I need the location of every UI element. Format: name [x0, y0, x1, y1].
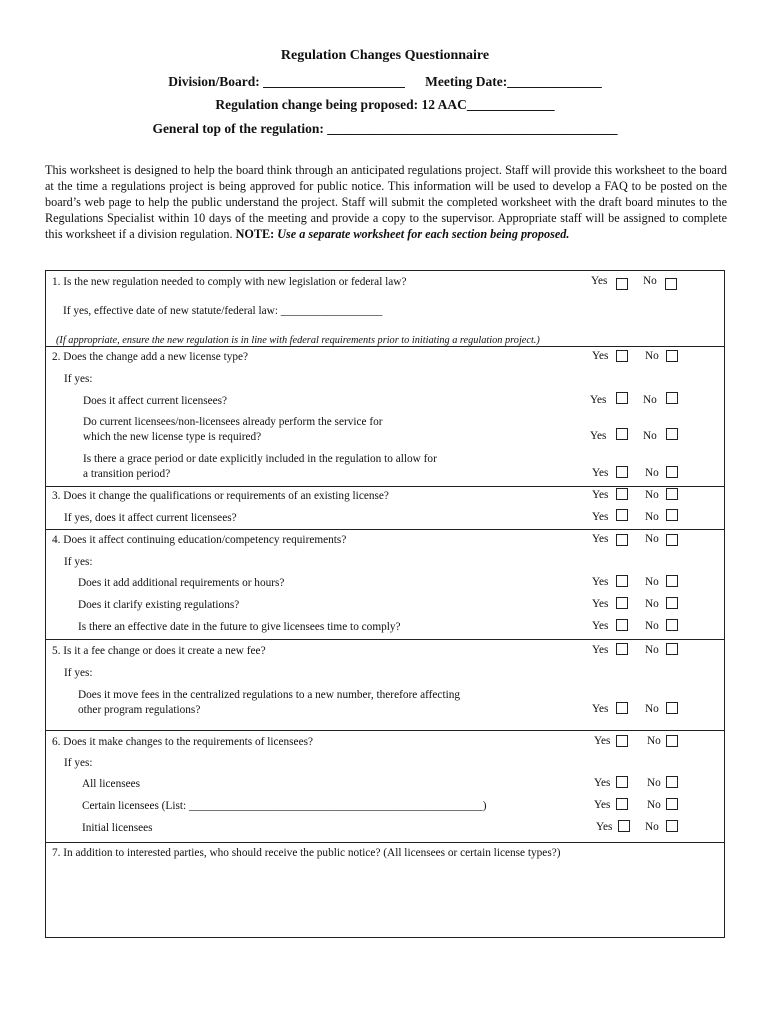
- q4-yes-checkbox[interactable]: [616, 534, 628, 546]
- yes-label: Yes: [590, 394, 607, 406]
- yes-label: Yes: [596, 821, 613, 833]
- row-divider: [45, 346, 725, 347]
- q4-no-checkbox[interactable]: [666, 534, 678, 546]
- question-6: 6. Does it make changes to the requirements of licensees?: [52, 736, 313, 748]
- yes-label: Yes: [592, 533, 609, 545]
- if-yes-label: If yes:: [64, 373, 93, 385]
- q2-yes-checkbox[interactable]: [616, 350, 628, 362]
- q3sub-no-checkbox[interactable]: [666, 509, 678, 521]
- no-label: No: [645, 703, 659, 715]
- question-6b[interactable]: Certain licensees (List: ____________________________________________________): [82, 800, 487, 812]
- question-6a: All licensees: [82, 778, 141, 790]
- question-5a-line2: other program regulations?: [78, 704, 201, 716]
- q4c-yes-checkbox[interactable]: [616, 619, 628, 631]
- q7-answer-area[interactable]: [50, 864, 720, 934]
- page-title: Regulation Changes Questionnaire: [280, 48, 490, 63]
- question-5a-line1: Does it move fees in the centralized regulations to a new number, therefore affecting: [78, 689, 461, 701]
- q3-yes-checkbox[interactable]: [616, 488, 628, 500]
- no-label: No: [645, 533, 659, 545]
- question-7: 7. In addition to interested parties, who should receive the public notice? (All licensees or certain license types?): [52, 847, 561, 859]
- yes-label: Yes: [594, 777, 611, 789]
- question-1: 1. Is the new regulation needed to comply with new legislation or federal law?: [52, 276, 407, 288]
- q4a-yes-checkbox[interactable]: [616, 575, 628, 587]
- q4b-yes-checkbox[interactable]: [616, 597, 628, 609]
- q1-note: (If appropriate, ensure the new regulation is in line with federal requirements prior to initiating a regulation project.): [56, 335, 540, 346]
- no-label: No: [643, 275, 657, 287]
- q2c-no-checkbox[interactable]: [666, 466, 678, 478]
- yes-label: Yes: [594, 735, 611, 747]
- q6a-no-checkbox[interactable]: [666, 776, 678, 788]
- question-2a: Does it affect current licensees?: [83, 395, 228, 407]
- yes-label: Yes: [594, 799, 611, 811]
- no-label: No: [645, 598, 659, 610]
- q3-no-checkbox[interactable]: [666, 488, 678, 500]
- note-text: Use a separate worksheet for each section being proposed.: [277, 227, 570, 241]
- q6b-no-checkbox[interactable]: [666, 798, 678, 810]
- question-2: 2. Does the change add a new license type?: [52, 351, 249, 363]
- question-4: 4. Does it affect continuing education/competency requirements?: [52, 534, 347, 546]
- question-4b: Does it clarify existing regulations?: [78, 599, 240, 611]
- no-label: No: [645, 467, 659, 479]
- no-label: No: [643, 394, 657, 406]
- q6c-no-checkbox[interactable]: [666, 820, 678, 832]
- row-divider: [45, 842, 725, 843]
- question-3-sub: If yes, does it affect current licensees?: [64, 512, 237, 524]
- general-topic-line[interactable]: General top of the regulation: ___________________________________________: [152, 121, 618, 136]
- q6a-yes-checkbox[interactable]: [616, 776, 628, 788]
- yes-label: Yes: [592, 644, 609, 656]
- q6b-yes-checkbox[interactable]: [616, 798, 628, 810]
- row-divider: [45, 639, 725, 640]
- q6-no-checkbox[interactable]: [666, 735, 678, 747]
- yes-label: Yes: [592, 350, 609, 362]
- q6c-yes-checkbox[interactable]: [618, 820, 630, 832]
- question-4c: Is there an effective date in the future to give licensees time to comply?: [78, 621, 401, 633]
- yes-label: Yes: [592, 511, 609, 523]
- row-divider: [45, 486, 725, 487]
- no-label: No: [645, 350, 659, 362]
- q1-no-checkbox[interactable]: [665, 278, 677, 290]
- if-yes-label: If yes:: [64, 667, 93, 679]
- yes-label: Yes: [592, 467, 609, 479]
- yes-label: Yes: [592, 598, 609, 610]
- q4a-no-checkbox[interactable]: [666, 575, 678, 587]
- q2b-yes-checkbox[interactable]: [616, 428, 628, 440]
- q4b-no-checkbox[interactable]: [666, 597, 678, 609]
- question-2c-line1: Is there a grace period or date explicitly included in the regulation to allow for: [83, 453, 437, 465]
- intro-text: This worksheet is designed to help the board think through an anticipated regulations project. Staff will provide this worksheet to the board at the time a regulations project is being approved for public notice. This information will be used to develop a FAQ to be posted on the board’s web page to help the public understand the project. Staff will submit the completed worksheet with the draft board minutes to the Regulations Specialist within 10 days of the meeting and provide a copy to the supervisor. Appropriate staff will be assigned to complete this worksheet if a division regulation.: [45, 163, 727, 241]
- q2a-no-checkbox[interactable]: [666, 392, 678, 404]
- yes-label: Yes: [592, 489, 609, 501]
- no-label: No: [645, 511, 659, 523]
- q4c-no-checkbox[interactable]: [666, 619, 678, 631]
- q2a-yes-checkbox[interactable]: [616, 392, 628, 404]
- if-yes-label: If yes:: [64, 757, 93, 769]
- no-label: No: [645, 489, 659, 501]
- q2b-no-checkbox[interactable]: [666, 428, 678, 440]
- no-label: No: [645, 644, 659, 656]
- question-2b-line1: Do current licensees/non-licensees already perform the service for: [83, 416, 383, 428]
- row-divider: [45, 730, 725, 731]
- q5-yes-checkbox[interactable]: [616, 643, 628, 655]
- row-divider: [45, 529, 725, 530]
- question-2c-line2: a transition period?: [83, 468, 171, 480]
- question-4a: Does it add additional requirements or hours?: [78, 577, 285, 589]
- yes-label: Yes: [592, 576, 609, 588]
- no-label: No: [647, 777, 661, 789]
- question-5: 5. Is it a fee change or does it create a new fee?: [52, 645, 266, 657]
- no-label: No: [647, 735, 661, 747]
- question-2b-line2: which the new license type is required?: [83, 431, 262, 443]
- no-label: No: [645, 620, 659, 632]
- yes-label: Yes: [592, 620, 609, 632]
- intro-paragraph: [45, 162, 727, 242]
- q1-yes-checkbox[interactable]: [616, 278, 628, 290]
- division-meeting-line[interactable]: Division/Board: _____________________ Meeting Date:______________: [168, 74, 602, 89]
- q6-yes-checkbox[interactable]: [616, 735, 628, 747]
- question-6c: Initial licensees: [82, 822, 153, 834]
- regulation-change-line[interactable]: Regulation change being proposed: 12 AAC_____________: [215, 97, 555, 112]
- q2c-yes-checkbox[interactable]: [616, 466, 628, 478]
- q3sub-yes-checkbox[interactable]: [616, 509, 628, 521]
- q2-no-checkbox[interactable]: [666, 350, 678, 362]
- q5-no-checkbox[interactable]: [666, 643, 678, 655]
- q5a-no-checkbox[interactable]: [666, 702, 678, 714]
- yes-label: Yes: [591, 275, 608, 287]
- no-label: No: [645, 821, 659, 833]
- note-label: NOTE:: [235, 227, 275, 241]
- question-3: 3. Does it change the qualifications or requirements of an existing license?: [52, 490, 389, 502]
- q5a-yes-checkbox[interactable]: [616, 702, 628, 714]
- yes-label: Yes: [590, 430, 607, 442]
- no-label: No: [645, 576, 659, 588]
- no-label: No: [643, 430, 657, 442]
- q1-effective-date-field[interactable]: If yes, effective date of new statute/federal law: __________________: [63, 305, 383, 317]
- no-label: No: [647, 799, 661, 811]
- yes-label: Yes: [592, 703, 609, 715]
- if-yes-label: If yes:: [64, 556, 93, 568]
